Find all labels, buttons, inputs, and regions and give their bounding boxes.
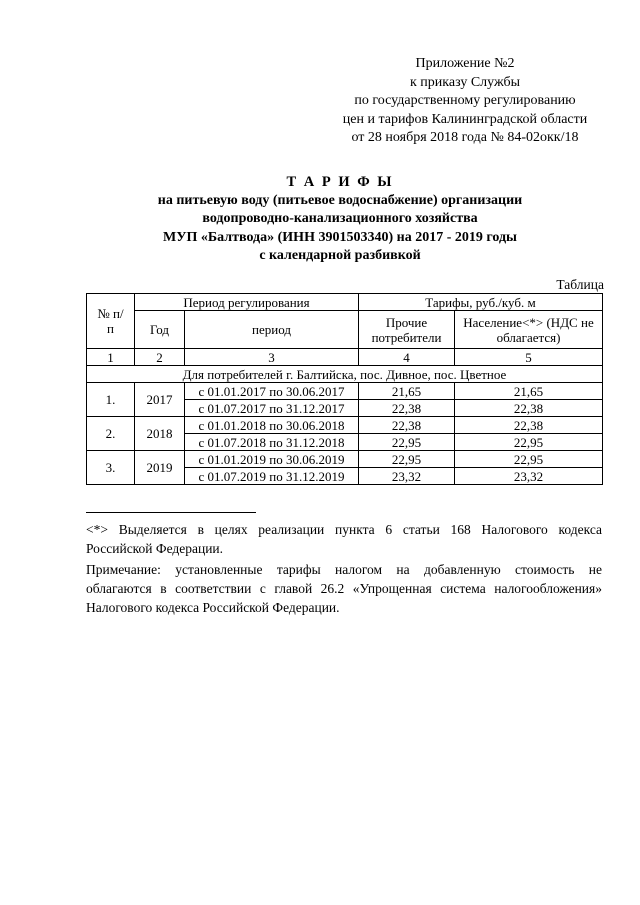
row-period: с 01.01.2017 по 30.06.2017 (185, 383, 359, 400)
header-period: период (185, 311, 359, 349)
col-number: 3 (185, 349, 359, 366)
note-line: облагаются в соответствии с главой 26.2 «Упрощенная система налогообложения» (86, 581, 602, 596)
header-period-group: Период регулирования (135, 294, 359, 311)
row-others: 22,38 (359, 417, 455, 434)
row-year: 2019 (135, 451, 185, 485)
row-num: 3. (87, 451, 135, 485)
col-number: 1 (87, 349, 135, 366)
section-row: Для потребителей г. Балтийска, пос. Дивное, пос. Цветное (87, 366, 603, 383)
row-others: 22,95 (359, 451, 455, 468)
header-tariff-group: Тарифы, руб./куб. м (359, 294, 603, 311)
row-population: 22,38 (455, 417, 603, 434)
row-population: 21,65 (455, 383, 603, 400)
note (86, 560, 602, 617)
footnote-line: <*> Выделяется в целях реализации пункта 6 статьи 168 Налогового кодекса (86, 522, 602, 537)
row-others: 23,32 (359, 468, 455, 485)
tariff-table (86, 293, 603, 485)
row-period: с 01.01.2019 по 30.06.2019 (185, 451, 359, 468)
document-title (60, 173, 620, 266)
row-num: 2. (87, 417, 135, 451)
header-others: Прочие потребители (359, 311, 455, 349)
table-caption: Таблица (556, 277, 604, 292)
row-population: 22,95 (455, 434, 603, 451)
appendix-line: к приказу Службы (410, 74, 520, 90)
row-period: с 01.01.2018 по 30.06.2018 (185, 417, 359, 434)
appendix-line: Приложение №2 (415, 56, 515, 71)
table-row (87, 383, 603, 400)
title-line: с календарной разбивкой (259, 248, 421, 264)
note-line: Примечание: установленные тарифы налогом на добавленную стоимость не (86, 562, 602, 577)
appendix-line: по государственному регулированию (354, 93, 576, 109)
table-row (87, 417, 603, 434)
col-number: 4 (359, 349, 455, 366)
row-others: 22,38 (359, 400, 455, 417)
row-population: 23,32 (455, 468, 603, 485)
col-number: 2 (135, 349, 185, 366)
row-population: 22,38 (455, 400, 603, 417)
appendix-header (300, 55, 630, 148)
header-population: Население<*> (НДС не облагается) (455, 311, 603, 349)
row-period: с 01.07.2018 по 31.12.2018 (185, 434, 359, 451)
row-year: 2018 (135, 417, 185, 451)
table-row (87, 451, 603, 468)
footnote-divider (86, 512, 256, 513)
row-period: с 01.07.2017 по 31.12.2017 (185, 400, 359, 417)
title-line: МУП «Балтвода» (ИНН 3901503340) на 2017 - 2019 годы (163, 229, 517, 245)
appendix-line: от 28 ноября 2018 года № 84-02окк/18 (351, 130, 579, 146)
row-population: 22,95 (455, 451, 603, 468)
note-line: Налогового кодекса Российской Федерации. (86, 600, 340, 615)
footnote-line: Российской Федерации. (86, 541, 224, 556)
row-period: с 01.07.2019 по 31.12.2019 (185, 468, 359, 485)
row-others: 22,95 (359, 434, 455, 451)
header-num: № п/п (87, 294, 135, 349)
row-others: 21,65 (359, 383, 455, 400)
row-num: 1. (87, 383, 135, 417)
header-year: Год (135, 311, 185, 349)
appendix-line: цен и тарифов Калининградской области (342, 111, 588, 127)
title-line: на питьевую воду (питьевое водоснабжение) организации (157, 192, 523, 208)
col-number: 5 (455, 349, 603, 366)
footnote (86, 520, 602, 558)
title-main: Т А Р И Ф Ы (286, 174, 394, 190)
row-year: 2017 (135, 383, 185, 417)
title-line: водопроводно-канализационного хозяйства (202, 211, 478, 227)
